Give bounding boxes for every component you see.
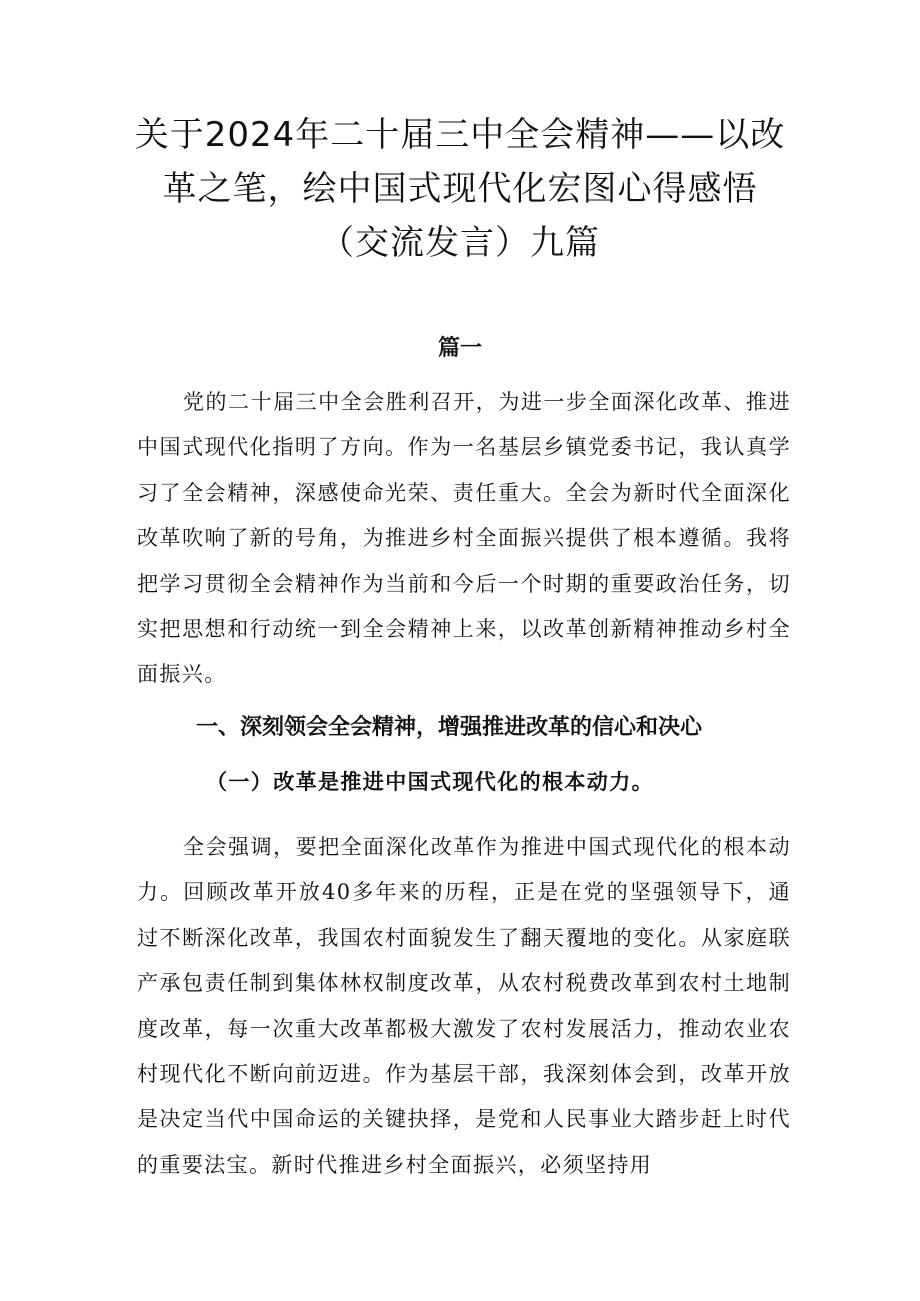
heading-level-2: （一）改革是推进中国式现代化的根本动力。 <box>206 769 654 794</box>
title-line-1: 关于2024年二十届三中全会精神——以改 <box>134 115 786 155</box>
document-title <box>100 108 820 270</box>
heading-level-1: 一、深刻领会全会精神，增强推进改革的信心和决心 <box>196 715 703 740</box>
body-paragraph-1: 党的二十届三中全会胜利召开，为进一步全面深化改革、推进中国式现代化指明了方向。作为一名基层乡镇党委书记，我认真学习了全会精神，深感使命光荣、责任重大。全会为新时代全面深化改革吹响了新的号角，为推进乡村全面振兴提供了根本遵循。我将把学习贯彻全会精神作为当前和今后一个时期的重要政治任务，切实把思想和行动统一到全会精神上来，以改革创新精神推动乡村全面振兴。 <box>137 390 791 687</box>
section-title: 篇一 <box>437 336 482 361</box>
body-paragraph-2: 全会强调，要把全面深化改革作为推进中国式现代化的根本动力。回顾改革开放40多年来的历程，正是在党的坚强领导下，通过不断深化改革，我国农村面貌发生了翻天覆地的变化。从家庭联产承包责任制到集体林权制度改革，从农村税费改革到农村土地制度改革，每一次重大改革都极大激发了农村发展活力，推动农业农村现代化不断向前迈进。作为基层干部，我深刻体会到，改革开放是决定当代中国命运的关键抉择，是党和人民事业大踏步赶上时代的重要法宝。新时代推进乡村全面振兴，必须坚持用 <box>137 835 791 1177</box>
title-line-2: 革之笔，绘中国式现代化宏图心得感悟 <box>162 169 758 209</box>
title-line-3: （交流发言）九篇 <box>320 223 600 263</box>
